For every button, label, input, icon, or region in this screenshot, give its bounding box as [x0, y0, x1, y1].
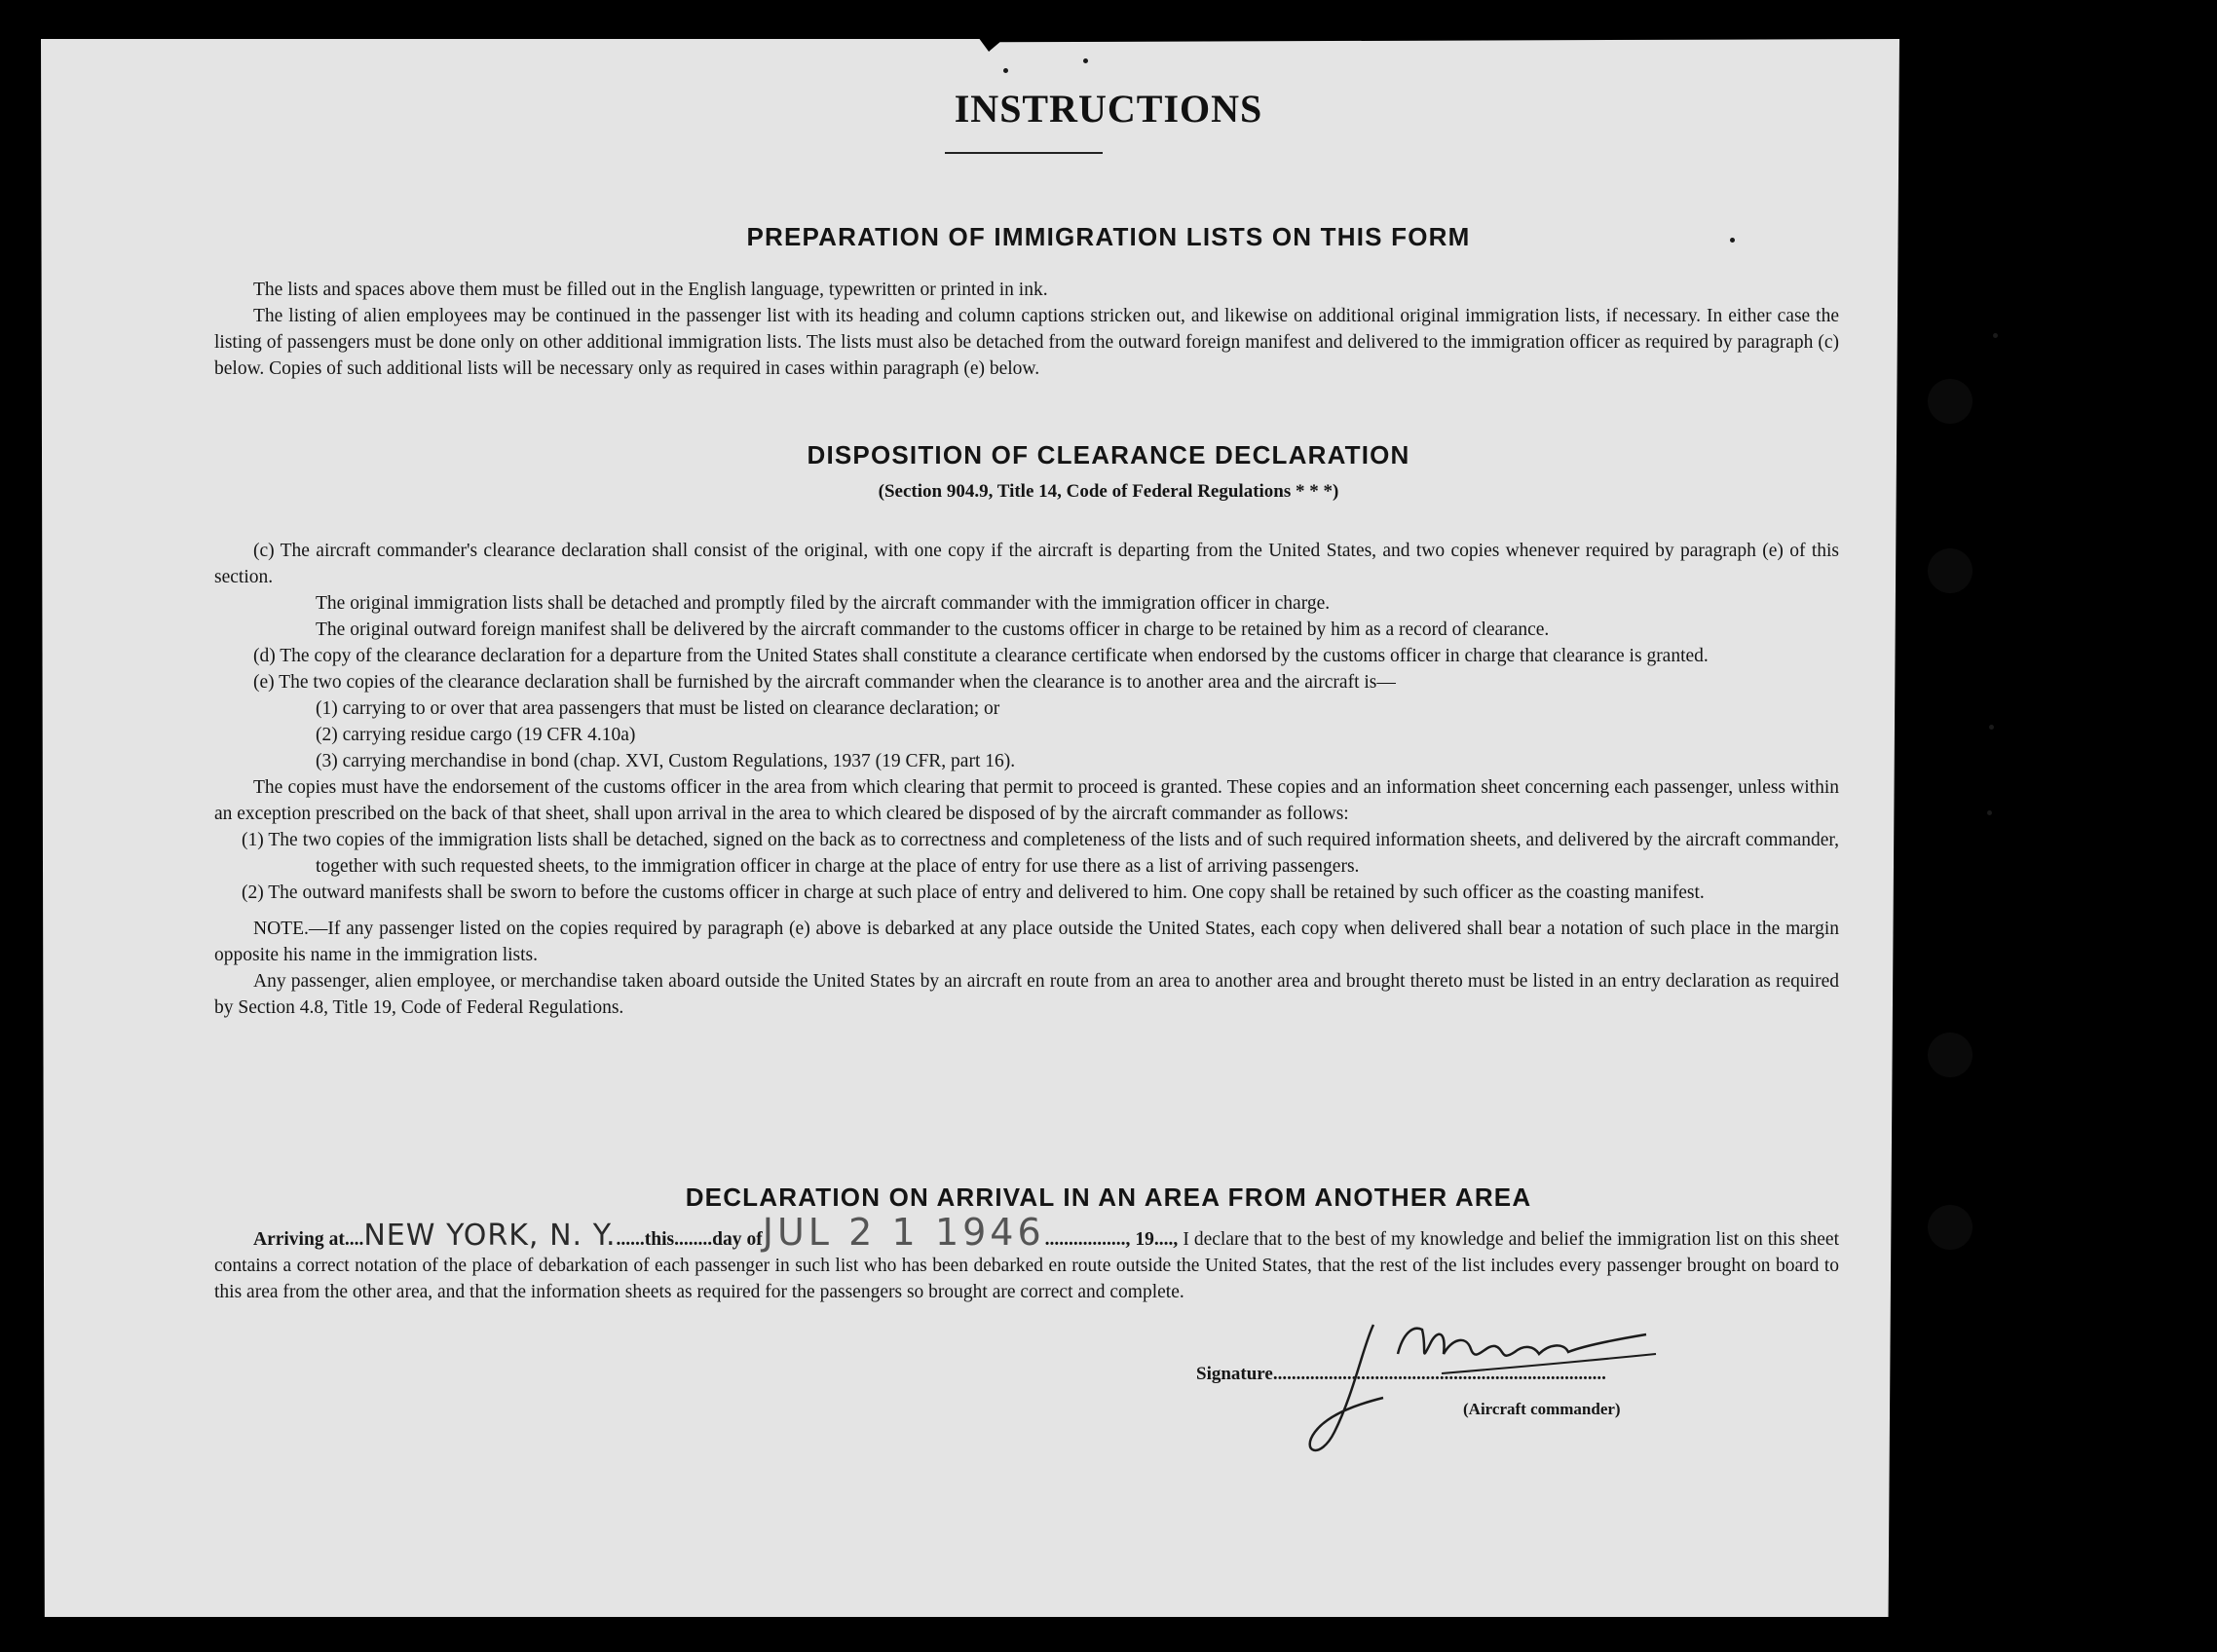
paragraph-note: NOTE.—If any passenger listed on the copies required by paragraph (e) above is debarked at any place outside the United States, each copy when delivered shall bear a notation of such place in the margin opposite his name in the immigration lists. — [214, 919, 1839, 965]
paragraph-any: Any passenger, alien employee, or merchandise taken aboard outside the United States by an aircraft en route from an area to another area and brought thereto must be listed in an entry declaration as required by Section 4.8, Title 19, Code of Federal Regulations. — [214, 971, 1839, 1018]
paragraph-e: (e) The two copies of the clearance declaration shall be furnished by the aircraft commander when the clearance is to another area and the aircraft is— — [253, 672, 1396, 693]
paragraph-f2: (2) The outward manifests shall be sworn to before the customs officer in charge at such place of entry and delivered to him. One copy shall be retained by such officer as the coasting manifest. — [242, 882, 1705, 903]
paragraph-c: (c) The aircraft commander's clearance declaration shall consist of the original, with one copy if the aircraft is departing from the United States, and two copies whenever required by paragraph (e) of this section. — [214, 541, 1839, 587]
speck — [1083, 58, 1088, 63]
paragraph-d: (d) The copy of the clearance declaration for a departure from the United States shall constitute a clearance certificate when endorsed by the customs officer in charge that clearance is granted. — [253, 646, 1709, 666]
arriving-label: Arriving at.... — [253, 1229, 364, 1250]
preparation-text — [214, 277, 1839, 382]
form-title: INSTRUCTIONS — [954, 87, 1263, 131]
declaration-statement: I declare that to the best of my knowledge and belief the immigration list on this sheet contains a correct notation of the place of debarkation of each passenger in such list who has been debarked en route outside the United States, that the rest of the list includes every passenger brought on board to this area from the other area, and that the information sheets as required for the passengers so brought are correct and complete. — [214, 1229, 1840, 1302]
paragraph-c2: The original outward foreign manifest shall be delivered by the aircraft commander to the customs officer in charge to be retained by him as a record of clearance. — [316, 620, 1550, 640]
declaration-text — [214, 1211, 1840, 1305]
handwritten-signature — [1305, 1305, 1675, 1471]
signature-caption: (Aircraft commander) — [1463, 1400, 1621, 1418]
punch-hole — [1928, 1032, 1973, 1077]
speck — [1993, 333, 1998, 338]
disposition-text — [214, 538, 1839, 1021]
section-heading-preparation: PREPARATION OF IMMIGRATION LISTS ON THIS FORM — [746, 222, 1471, 251]
day-label: ......this........day of — [616, 1229, 763, 1250]
arriving-place-stamp: NEW YORK, N. Y. — [363, 1219, 617, 1253]
paragraph-copies: The copies must have the endorsement of the customs officer in the area from which clearing that permit to proceed is granted. These copies and an information sheet concerning each passenger, unless within an exception prescribed on the back of that sheet, shall upon arrival in the area to which cleared be disposed of by the aircraft commander as follows: — [214, 777, 1839, 824]
paragraph-f1: (1) The two copies of the immigration lists shall be detached, signed on the back as to correctness and completeness of the lists and of such required information sheets, and delivered by the aircraft commander, together with such requested sheets, to the immigration officer in charge at the place of entry for use there as a list of arriving passengers. — [242, 830, 1839, 877]
section-subheading: (Section 904.9, Title 14, Code of Federal Regulations * * *) — [878, 481, 1339, 502]
date-stamp: JUL 2 1 1946 — [762, 1211, 1045, 1254]
speck — [1003, 68, 1008, 73]
signature-label: Signature — [1196, 1364, 1273, 1384]
paragraph-e3: (3) carrying merchandise in bond (chap. XVI, Custom Regulations, 1937 (19 CFR, part 16). — [316, 751, 1016, 771]
signature-dots: ........................................................................ — [1272, 1364, 1606, 1384]
speck — [1989, 725, 1994, 730]
punch-hole — [1928, 379, 1973, 424]
paragraph-e1: (1) carrying to or over that area passengers that must be listed on clearance declaration; or — [316, 698, 1000, 719]
paragraph-c1: The original immigration lists shall be detached and promptly filed by the aircraft commander with the immigration officer in charge. — [316, 593, 1331, 614]
section-heading-declaration: DECLARATION ON ARRIVAL IN AN AREA FROM ANOTHER AREA — [685, 1183, 1532, 1212]
section-heading-disposition: DISPOSITION OF CLEARANCE DECLARATION — [807, 440, 1410, 469]
title-rule — [945, 152, 1103, 154]
paragraph-e2: (2) carrying residue cargo (19 CFR 4.10a) — [316, 725, 636, 745]
speck — [1987, 810, 1992, 815]
paragraph: The listing of alien employees may be continued in the passenger list with its heading and column captions stricken out, and likewise on additional original immigration lists, if necessary. In either case the listing of passengers must be done only on other additional immigration lists. The lists must also be detached from the outward foreign manifest and delivered to the immigration officer as required by paragraph (c) below. Copies of such additional lists will be necessary only as required in cases within paragraph (e) below. — [214, 306, 1839, 379]
punch-hole — [1928, 548, 1973, 593]
paragraph: The lists and spaces above them must be filled out in the English language, typewritten or printed in ink. — [253, 280, 1048, 300]
year-label: ................., 19...., — [1044, 1229, 1184, 1250]
